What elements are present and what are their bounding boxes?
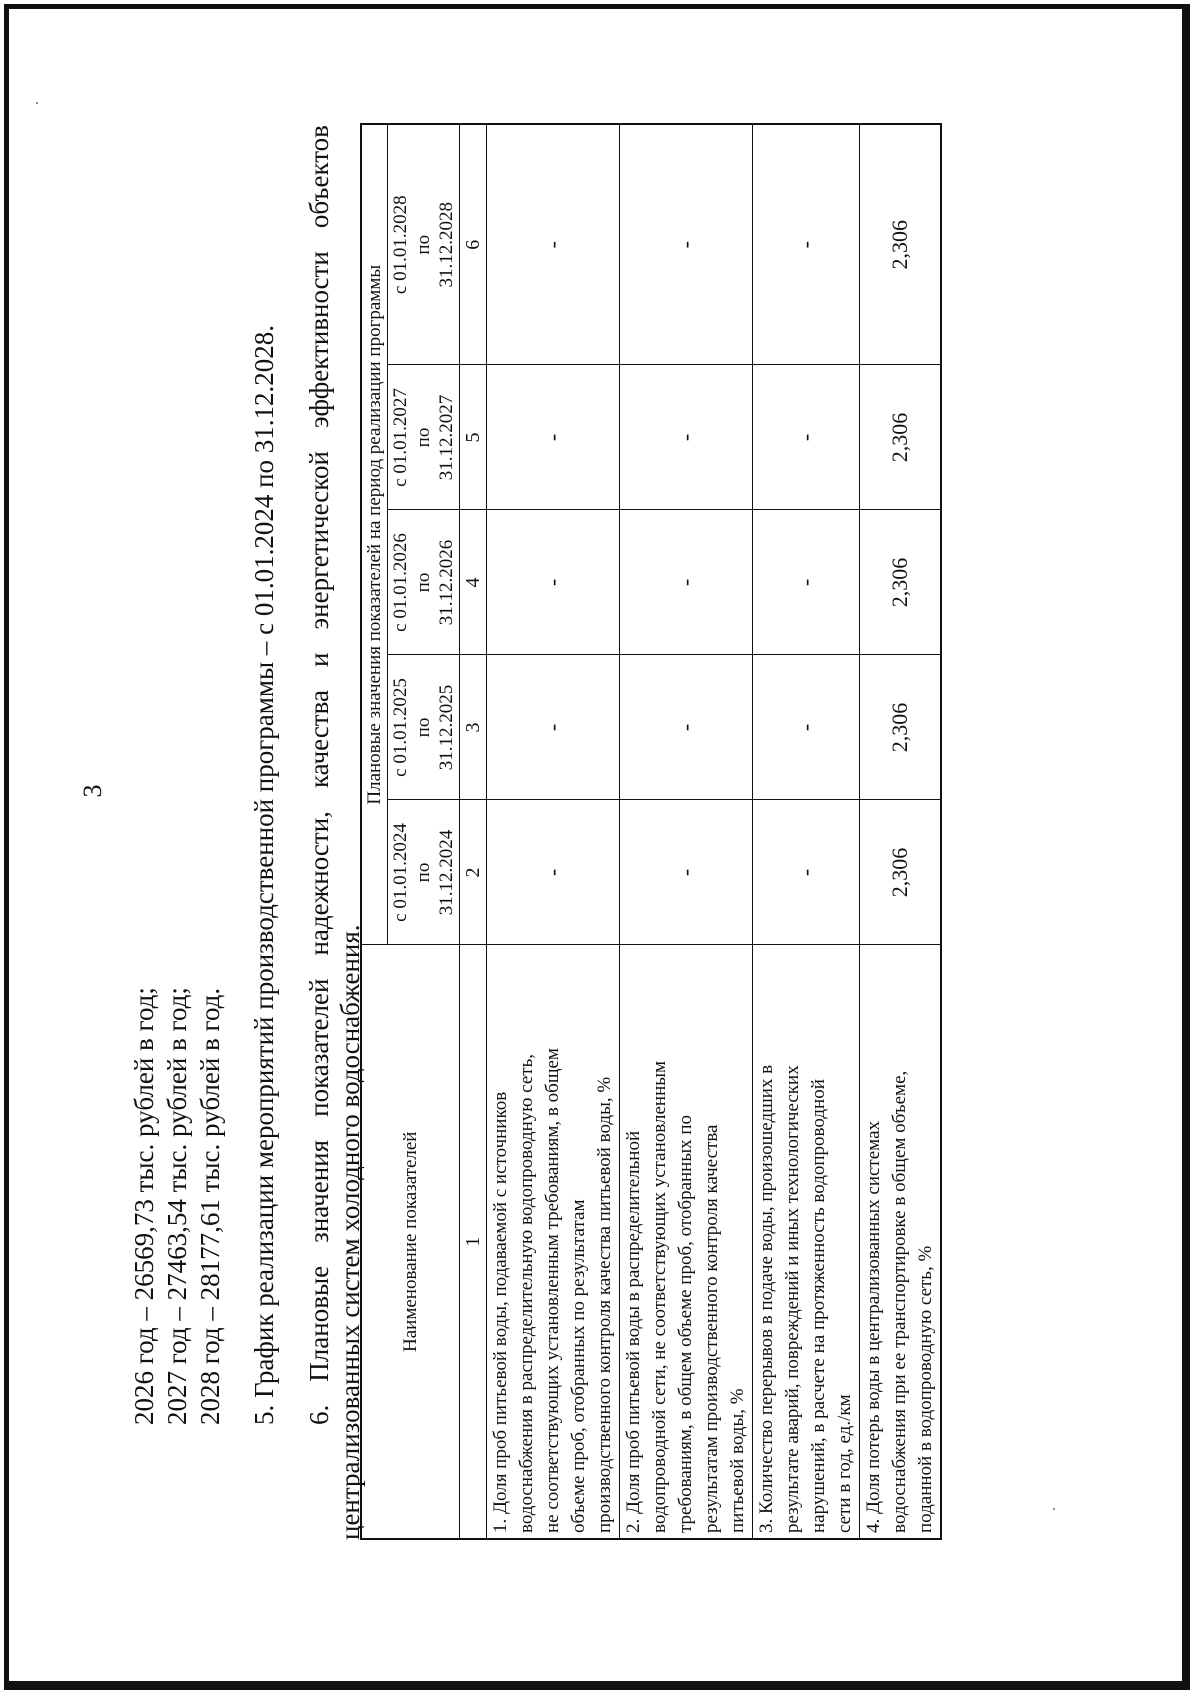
indicator-value: -: [753, 510, 860, 655]
indicator-value: 2,306: [860, 124, 942, 365]
rotated-page-content: [120, 120, 1200, 1540]
indicator-value: 2,306: [860, 365, 942, 510]
period-to: 31.12.2025: [436, 684, 457, 771]
indicator-value: -: [620, 510, 753, 655]
period-mid: по: [413, 862, 434, 883]
section-6-word: эффективности: [304, 251, 334, 428]
indicator-name-line: нарушений, в расчете на протяженность водопроводной: [808, 1079, 829, 1533]
indicator-value: -: [487, 124, 620, 365]
indicator-value: -: [487, 365, 620, 510]
indicator-name-line: 2. Доля проб питьевой воды в распределительной: [623, 1130, 644, 1533]
period-mid: по: [413, 234, 434, 255]
section-6-word: Плановые: [304, 1265, 334, 1382]
page-number: 3: [78, 784, 107, 798]
indicator-name-line: водоснабжения в распределительную водопроводную сеть,: [516, 1054, 537, 1533]
column-number: 5: [460, 365, 487, 510]
indicator-value: -: [620, 124, 753, 365]
period-header: Плановые значения показателей на период реализации программы: [361, 124, 388, 945]
indicator-name-line: не соответствующих установленным требованиям, в общем: [542, 1048, 563, 1533]
indicator-name-line: питьевой воды, %: [727, 1388, 748, 1533]
indicator-name-line: требованиям, в общем объеме проб, отобранных по: [675, 1114, 696, 1533]
indicator-name-line: сети в год, ед./км: [834, 1394, 855, 1533]
period-mid: по: [413, 717, 434, 738]
indicator-value: 2,306: [860, 510, 942, 655]
indicator-value: -: [753, 365, 860, 510]
period-from: с 01.01.2028: [390, 195, 411, 295]
period-from: с 01.01.2024: [390, 823, 411, 922]
column-number: 1: [460, 945, 487, 1539]
indicators-table: [360, 123, 942, 1540]
period-column-header: [388, 510, 460, 655]
period-to: 31.12.2028: [436, 202, 457, 288]
table-row: [753, 124, 860, 1539]
period-mid: по: [413, 427, 434, 448]
period-to: 31.12.2026: [436, 539, 457, 626]
section-6-word: показателей: [304, 978, 334, 1117]
indicator-value: 2,306: [860, 655, 942, 800]
section-6-word: значения: [304, 1139, 334, 1243]
period-column-header: [388, 655, 460, 800]
indicator-name-line: объеме проб, отобранных по результатам: [568, 1199, 589, 1533]
period-column-header: [388, 365, 460, 510]
indicator-name: [487, 945, 620, 1539]
section-5-heading: 5. График реализации мероприятий производственной программы – с 01.01.2024 по 31.12.2028.: [249, 324, 279, 1425]
section-6-heading: [303, 125, 335, 1425]
indicator-value: -: [753, 124, 860, 365]
cost-line-2026: 2026 год – 26569,73 тыс. рублей в год;: [129, 987, 159, 1425]
period-from: с 01.01.2026: [390, 533, 411, 632]
table-row: [487, 124, 620, 1539]
scan-speck: [36, 102, 38, 104]
period-from: с 01.01.2027: [390, 388, 411, 487]
indicator-name-line: водопроводной сети, не соответствующих установленным: [649, 1060, 670, 1533]
section-6-word: и: [304, 652, 334, 667]
period-to: 31.12.2027: [436, 394, 457, 481]
section-6-word: надежности,: [304, 811, 334, 956]
indicator-value: -: [620, 365, 753, 510]
section-6-word: качества: [304, 690, 334, 789]
indicator-value: -: [487, 655, 620, 800]
indicator-value: -: [620, 800, 753, 945]
cost-line-2028: 2028 год – 28177,61 тыс. рублей в год.: [195, 987, 225, 1425]
section-6-heading-continued: централизованных систем холодного водоснабжения.: [335, 924, 365, 1540]
section-6-word: объектов: [304, 125, 334, 229]
indicator-value: -: [487, 510, 620, 655]
column-number: 3: [460, 655, 487, 800]
table-row: [620, 124, 753, 1539]
indicator-value: -: [753, 655, 860, 800]
indicator-name: [860, 945, 942, 1539]
indicator-name-line: 4. Доля потерь воды в централизованных системах: [863, 1121, 884, 1533]
indicator-name-line: производственного контроля качества питьевой воды, %: [594, 1076, 615, 1533]
indicator-name-line: результатам производственного контроля качества: [701, 1124, 722, 1533]
name-column-header: Наименование показателей: [361, 945, 460, 1539]
table-row: [860, 124, 942, 1539]
section-6-word: 6.: [304, 1404, 334, 1425]
column-number: 4: [460, 510, 487, 655]
indicator-value: -: [620, 655, 753, 800]
period-from: с 01.01.2025: [390, 678, 411, 777]
column-number: 6: [460, 124, 487, 365]
period-to: 31.12.2024: [436, 829, 457, 916]
period-column-header: [388, 124, 460, 365]
cost-line-2027: 2027 год – 27463,54 тыс. рублей в год;: [162, 987, 192, 1425]
indicator-name-line: 1. Доля проб питьевой воды, подаваемой с источников: [490, 1091, 511, 1533]
indicator-value: 2,306: [860, 800, 942, 945]
column-number: 2: [460, 800, 487, 945]
period-column-header: [388, 800, 460, 945]
indicator-value: -: [753, 800, 860, 945]
period-mid: по: [413, 572, 434, 593]
indicator-name-line: водоснабжения при ее транспортировке в общем объеме,: [889, 1070, 910, 1533]
indicator-name-line: поданной в водопроводную сеть, %: [915, 1245, 936, 1533]
indicator-value: -: [487, 800, 620, 945]
section-6-word: энергетической: [304, 451, 334, 630]
indicator-name: [753, 945, 860, 1539]
indicator-name-line: результате аварий, повреждений и иных технологических: [782, 1065, 803, 1533]
indicator-name-line: 3. Количество перерывов в подаче воды, произошедших в: [756, 1064, 777, 1533]
indicator-name: [620, 945, 753, 1539]
